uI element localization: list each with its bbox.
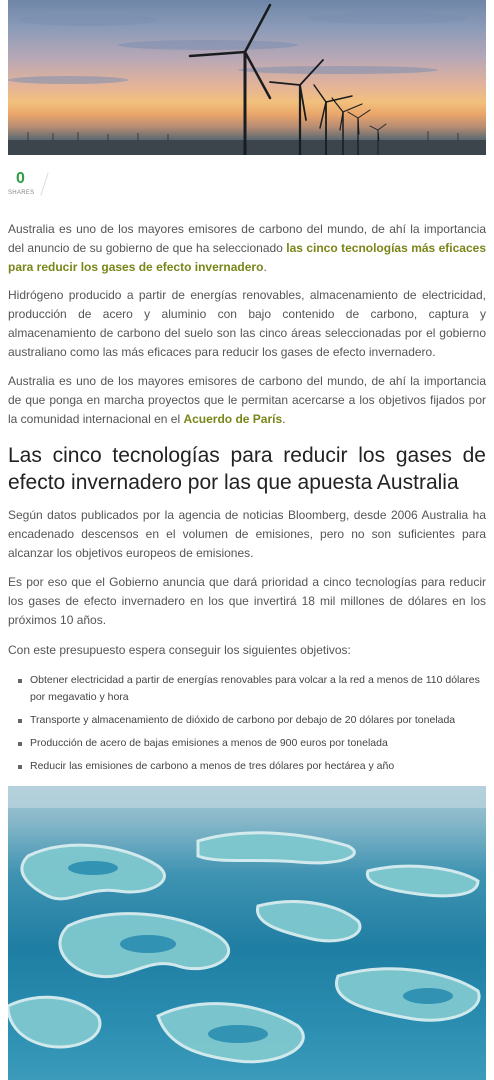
bullet-icon <box>18 679 22 683</box>
bullet-icon <box>18 742 22 746</box>
paris-after: . <box>282 412 286 426</box>
paris-agreement-link[interactable]: Acuerdo de París <box>183 412 283 426</box>
paris-paragraph <box>8 372 486 429</box>
shares-divider <box>40 172 48 195</box>
list-item <box>8 712 486 729</box>
shares-counter[interactable] <box>8 170 48 200</box>
objective-text: Transporte y almacenamiento de dióxido de carbono por debajo de 20 dólares por tonelada <box>30 714 456 726</box>
wind-turbines-image <box>8 0 486 155</box>
wind-turbines-illustration <box>8 0 486 155</box>
bloomberg-paragraph: Según datos publicados por la agencia de noticias Bloomberg, desde 2006 Australia ha encadenado descensos en el volumen de emisiones, pero no son suficientes para alcanzar los objetivos europeos de emisiones. <box>8 508 486 560</box>
objectives-intro: Con este presupuesto espera conseguir los siguientes objetivos: <box>8 643 351 657</box>
list-item <box>8 735 486 752</box>
bullet-icon <box>18 719 22 723</box>
intro-text: Australia es uno de los mayores emisores de carbono del mundo, de ahí la importancia del anuncio de su gobierno de que ha seleccionado <box>8 222 486 255</box>
bullet-icon <box>18 765 22 769</box>
investment-paragraph: Es por eso que el Gobierno anuncia que dará prioridad a cinco tecnologías para reducir los gases de efecto invernadero en los que invertirá 18 mil millones de dólares en los próximos 10 años. <box>8 575 486 627</box>
list-item <box>8 672 486 706</box>
objectives-list <box>8 672 486 781</box>
intro-after: . <box>263 260 267 274</box>
objective-text: Obtener electricidad a partir de energías renovables para volcar a la red a menos de 110 dólares por megavatio y hora <box>30 674 480 703</box>
coral-reef-image <box>8 786 486 1080</box>
areas-paragraph: Hidrógeno producido a partir de energías renovables, almacenamiento de electricidad, producción de acero y aluminio con bajo contenido de carbono, captura y almacenamiento de carbono del suelo son las cinco áreas seleccionadas por el gobierno australiano como las más eficaces para reducir los gases de efecto invernadero. <box>8 288 486 359</box>
intro-paragraph <box>8 220 486 277</box>
list-item <box>8 758 486 775</box>
section-heading: Las cinco tecnologías para reducir los gases de efecto invernadero por las que apuesta Australia <box>8 444 486 494</box>
coral-reef-illustration <box>8 786 486 1080</box>
shares-label: SHARES <box>8 190 35 196</box>
five-technologies-link[interactable]: las cinco tecnologías más eficaces para reducir los gases de efecto invernadero <box>8 241 486 274</box>
paris-text: Australia es uno de los mayores emisores de carbono del mundo, de ahí la importancia de que ponga en marcha proyectos que le permitan acercarse a los objetivos fijados por la comunidad internacional en el <box>8 374 486 426</box>
shares-count: 0 <box>16 170 25 187</box>
objective-text: Producción de acero de bajas emisiones a menos de 900 euros por tonelada <box>30 737 388 749</box>
objective-text: Reducir las emisiones de carbono a menos de tres dólares por hectárea y año <box>30 760 395 772</box>
